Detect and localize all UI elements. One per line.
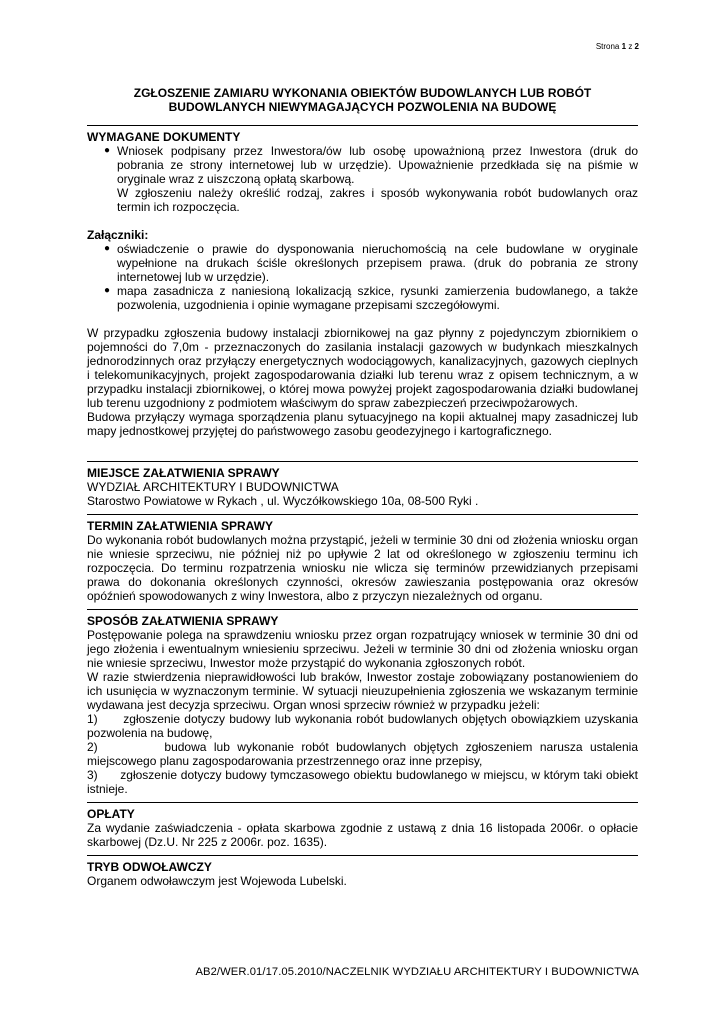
sposob-paragraph-1: Postępowanie polega na sprawdzeniu wniosku przez organ rozpatrujący wniosek w terminie 30 dni od jego złożenia i ewentualnym wniesieniu sprzeciwu. Jeżeli w terminie 30 dni od złożenia wniosku organ nie wniesie sprzeciwu, Inwestor może przystąpić do wykonania zgłoszonych robót. [87,628,638,670]
oplaty-text: Za wydanie zaświadczenia - opłata skarbowa zgodnie z ustawą z dnia 16 listopada 2006r. o opłacie skarbowej (Dz.U. Nr 225 z 2006r. poz. 1635). [87,821,638,849]
title-line-1: ZGŁOSZENIE ZAMIARU WYKONANIA OBIEKTÓW BUDOWLANYCH LUB ROBÓT [133,86,592,100]
bullet-icon: ● [104,145,111,156]
divider [87,609,638,610]
document-body [87,86,638,888]
list-item: 1) zgłoszenie dotyczy budowy lub wykonania robót budowlanych objętych obowiązkiem uzyskania pozwolenia na budowę, [87,712,638,740]
divider [87,802,638,803]
objection-conditions-list [87,712,638,796]
page-number: Strona 1 z 2 [595,42,639,51]
paragraph-gas-installation: W przypadku zgłoszenia budowy instalacji zbiornikowej na gaz płynny z pojedynczym zbiornikiem o pojemności do 7,0m - przeznaczonych do zasilania instalacji gazowych w budynkach mieszkalnych jednorodzinnych oraz przyłączy energetycznych wodociągowych, kanalizacyjnych, gazowych cieplnych i telekomunikacyjnych, projekt zagospodarowania działki lub terenu wraz z opisem technicznym, a w przypadku instalacji zbiornikowej, o której mowa powyżej projekt zagospodarowania działki budowlanej lub terenu uzgodniony z podmiotem właściwym do spraw zabezpieczeń przeciwpożarowych. [87,326,638,410]
attachments-list [87,242,638,312]
title-line-2: BUDOWLANYCH NIEWYMAGAJĄCYCH POZWOLENIA NA BUDOWĘ [168,100,557,114]
paragraph-connections: Budowa przyłączy wymaga sporządzenia planu sytuacyjnego na kopii aktualnej mapy zasadniczej lub mapy jednostkowej przyjętej do państwowego zasobu geodezyjnego i kartograficznego. [87,410,638,438]
divider [87,461,638,462]
termin-text: Do wykonania robót budowlanych można przystąpić, jeżeli w terminie 30 dni od złożenia wniosku organ nie wniesie sprzeciwu, nie później niż po upływie 2 lat od określonego w zgłoszeniu terminu ich rozpoczęcia. Do terminu rozpatrzenia wniosku nie wlicza się terminów przewidzianych przepisami prawa do dokonania określonych czynności, okresów zawieszania postępowania oraz okresów opóźnień spowodowanych z winy Inwestora, albo z przyczyn niezależnych od organu. [87,533,638,603]
office-name: WYDZIAŁ ARCHITEKTURY I BUDOWNICTWA [87,480,339,494]
divider [87,514,638,515]
section-heading-zalaczniki: Załączniki: [87,228,149,242]
bullet-icon: ● [104,285,111,296]
section-heading-termin: TERMIN ZAŁATWIENIA SPRAWY [87,519,273,533]
section-heading-tryb: TRYB ODWOŁAWCZY [87,860,212,874]
bullet-icon: ● [104,243,111,254]
required-documents-list [87,144,638,214]
document-footer: AB2/WER.01/17.05.2010/NACZELNIK WYDZIAŁU ARCHITEKTURY I BUDOWNICTWA [195,966,639,978]
section-heading-sposob: SPOSÓB ZAŁATWIENIA SPRAWY [87,614,279,628]
sposob-paragraph-2: W razie stwierdzenia nieprawidłowości lub braków, Inwestor zostaje zobowiązany postanowieniem do ich usunięcia w wyznaczonym terminie. W sytuacji nieuzupełnienia zgłoszenia we wskazanym terminie wydawana jest decyzja sprzeciwu. Organ wnosi sprzeciw również w przypadku jeżeli: [87,670,638,712]
list-item: ● mapa zasadnicza z naniesioną lokalizacją szkice, rysunki zamierzenia budowlanego, a także pozwolenia, uzgodnienia i opinie wymagane przepisami szczegółowymi. [104,284,638,312]
list-item: ● oświadczenie o prawie do dysponowania nieruchomością na cele budowlane w oryginale wypełnione na drukach ściśle określonych przepisem prawa. (druk do pobrania ze strony internetowej lub w urzędzie). [104,242,638,284]
divider [87,855,638,856]
tryb-text: Organem odwoławczym jest Wojewoda Lubelski. [87,874,347,888]
list-item: 2) budowa lub wykonanie robót budowlanych objętych zgłoszeniem narusza ustalenia miejscowego planu zagospodarowania przestrzennego oraz inne przepisy, [87,740,638,768]
list-item: ● Wniosek podpisany przez Inwestora/ów lub osobę upoważnioną przez Inwestora (druk do pobrania ze strony internetowej lub w urzędzie). Upoważnienie przedkłada się na piśmie w oryginale wraz z uiszczoną opłatą skarbową. W zgłoszeniu należy określić rodzaj, zakres i sposób wykonywania robót budowlanych oraz termin ich rozpoczęcia. [104,144,638,214]
document-title [87,86,638,114]
section-heading-miejsce: MIEJSCE ZAŁATWIENIA SPRAWY [87,466,280,480]
office-address: Starostwo Powiatowe w Rykach , ul. Wyczółkowskiego 10a, 08-500 Ryki . [87,494,479,508]
section-heading-wymagane: WYMAGANE DOKUMENTY [87,130,241,144]
list-item: 3) zgłoszenie dotyczy budowy tymczasowego obiektu budowlanego w miejscu, w którym taki obiekt istnieje. [87,768,638,796]
section-heading-oplaty: OPŁATY [87,807,135,821]
divider [87,125,638,126]
